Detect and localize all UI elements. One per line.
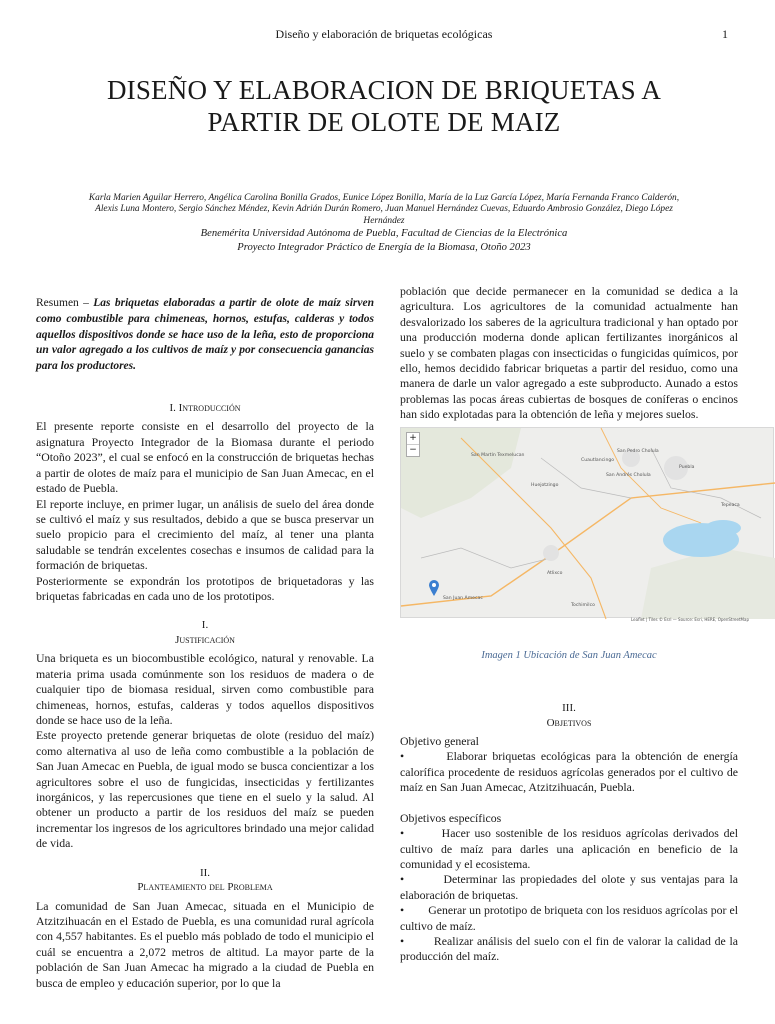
author-block bbox=[80, 193, 688, 254]
justification-paragraph-2: Este proyecto pretende generar briquetas de olote (residuo del maíz) como alternativa al uso de leña como combustible a la población de San Juan Amecac en Puebla, de igual modo se busca concientizar a los agricultores sobre el uso de fungicidas, insecticidas y fertilizantes inorgánicos, y las repercusiones que tiene en el suelo y la salud. Al obtener un producto a partir de los residuos del maíz se pueden incrementar los ingresos de los agricultores brindado una mejor calidad de vida. bbox=[36, 728, 374, 851]
map-label: San Martín Texmelucan bbox=[471, 452, 525, 458]
section-numeral: II. bbox=[199, 866, 211, 879]
map-label: Puebla bbox=[679, 464, 695, 470]
zoom-in-button[interactable]: + bbox=[407, 433, 419, 445]
section-heading-objectives bbox=[400, 701, 738, 730]
abstract-text: Las briquetas elaboradas a partir de olote de maíz sirven como combustible para chimeneas, hornos, estufas, calderas y todos aquellos dispositivos donde se hace uso de la leña, esto de proporciona un valor agregado a los cultivos de maíz y por consecuencia ganancias para los productores. bbox=[36, 297, 374, 373]
map-label: Tepeaca bbox=[721, 502, 740, 508]
map-zoom-control bbox=[406, 432, 420, 457]
road bbox=[421, 548, 551, 568]
section-title: Planteamiento del Problema bbox=[137, 881, 273, 894]
map-label: Tochimilco bbox=[571, 602, 595, 608]
lake bbox=[705, 520, 741, 536]
map-marker-icon[interactable] bbox=[429, 580, 439, 596]
general-objective-label: Objetivo general bbox=[400, 734, 479, 749]
location-map[interactable] bbox=[400, 427, 774, 622]
affiliation: Benemérita Universidad Autónoma de Puebla, Facultad de Ciencias de la Electrónica bbox=[200, 227, 568, 239]
section-title: Introducción bbox=[178, 401, 241, 414]
map-label: San Andrés Cholula bbox=[606, 472, 651, 478]
intro-paragraph-2: El reporte incluye, en primer lugar, un análisis de suelo del área donde se cultivó el maíz y sus resultados, debido a que se busca preservar un suelo propicio para el crecimiento del maíz, al tener una planta saludable se tendrán excelentes cosechas e insumos de calidad para la formación de briquetas. bbox=[36, 496, 374, 573]
section-title: Justificación bbox=[175, 633, 235, 646]
specific-objective-item: • Realizar análisis del suelo con el fin de valorar la calidad de la producción del maíz. bbox=[400, 933, 738, 964]
author-list: Karla Marien Aguilar Herrero, Angélica Carolina Bonilla Grados, Eunice López Bonilla, María de la Luz García López, María Fernanda Franco Calderón, Alexis Luna Montero, Sergio Sánchez Méndez, Kevin Adrián Durán Romero, Juan Manuel Hernández Cuevas, Eduardo Ambrosio González, Diego López Hernández bbox=[88, 193, 680, 226]
map-attribution[interactable]: Leaflet | Tiles © Esri — Source: Esri, HERE, OpenStreetMap bbox=[631, 616, 749, 622]
section-heading-intro bbox=[36, 401, 374, 416]
bullet-icon: • bbox=[400, 933, 405, 948]
specific-objectives-label: Objetivos específicos bbox=[400, 810, 502, 825]
intro-paragraph-3: Posteriormente se expondrán los prototipos de briquetadoras y las briquetas fabricadas en cada uno de los prototipos. bbox=[36, 573, 374, 603]
right-column bbox=[400, 284, 749, 965]
section-heading-problem bbox=[36, 866, 374, 895]
intro-paragraph-1: El presente reporte consiste en el desarrollo del proyecto de la asignatura Proyecto Integrador de la Biomasa durante el periodo “Otoño 2023”, el cual se enfocó en la construcción de briquetas hechas a partir de olotes de maíz para el municipio de San Juan Amecac, en el estado de Puebla. bbox=[36, 419, 374, 496]
paper-title: DISEÑO Y ELABORACION DE BRIQUETAS A PARTIR DE OLOTE DE MAIZ bbox=[106, 75, 662, 137]
map-label: Atlixco bbox=[547, 570, 563, 576]
general-objective-item: • Elaborar briquetas ecológicas para la obtención de energía calorífica procedente de residuos agrícolas generados por el cultivo de maíz en San Juan Amecac, Atzitzihuacán, Puebla. bbox=[400, 749, 739, 795]
specific-objective-item: • Generar un prototipo de briqueta con los residuos agrícolas por el cultivo de maíz. bbox=[400, 903, 738, 933]
bullet-icon: • bbox=[400, 903, 405, 918]
section-heading-justification bbox=[36, 618, 374, 647]
abstract-label: Resumen – bbox=[36, 297, 94, 309]
section-title: Objetivos bbox=[546, 716, 592, 729]
bullet-icon: • bbox=[400, 872, 405, 887]
figure-caption: Imagen 1 Ubicación de San Juan Amecac bbox=[481, 649, 657, 661]
map-label: Huejotzingo bbox=[531, 482, 559, 488]
problem-paragraph-continued: población que decide permanecer en la comunidad se dedica a la agricultura. Los agricultores de la comunidad actualmente han desvalorizado los saberes de la agricultura tradicional y han optado por una producción moderna donde aplican fertilizantes inorgánicos al suelo y se combaten plagas con insecticidas o fungicidas químicos, por ello, hemos decidido fabricar briquetas a partir del residuo, como una manera de darle un valor agregado a este subproducto. Aunado a estos problemas las pocas áreas cubiertas de bosques de coníferas o encinos han sido explotadas para la obtención de leña y mejores suelos. bbox=[400, 284, 738, 422]
map-label: San Pedro Cholula bbox=[617, 448, 659, 454]
page-number: 1 bbox=[722, 27, 728, 41]
running-title: Diseño y elaboración de briquetas ecológicas bbox=[275, 27, 493, 41]
map-label: San Juan Amecac bbox=[443, 595, 483, 601]
terrain-area bbox=[641, 548, 775, 619]
section-numeral: I. bbox=[201, 619, 209, 632]
section-numeral: III. bbox=[562, 702, 576, 715]
map-label: Cuautlancingo bbox=[581, 457, 615, 463]
left-column bbox=[36, 296, 374, 991]
project-line: Proyecto Integrador Práctico de Energía de la Biomasa, Otoño 2023 bbox=[237, 241, 531, 253]
section-numeral: I. bbox=[169, 401, 176, 414]
specific-objective-item: • Determinar las propiedades del olote y sus ventajas para la elaboración de briquetas. bbox=[400, 872, 738, 902]
justification-paragraph-1: Una briqueta es un biocombustible ecológico, natural y renovable. La materia prima usada comúnmente son los residuos de madera o de cualquier tipo de biomasa residual, sirven como combustible para chimeneas, hornos, estufas, calderas y todos aquellos dispositivos donde se hace uso de la leña. bbox=[36, 651, 374, 727]
specific-objective-item: • Hacer uso sostenible de los residuos agrícolas derivados del cultivo de maíz para darles una aplicación en beneficio de la comunidad y el ecosistema. bbox=[400, 826, 738, 871]
abstract bbox=[36, 296, 374, 375]
bullet-icon: • bbox=[400, 749, 405, 764]
road bbox=[651, 448, 761, 518]
zoom-out-button[interactable]: − bbox=[409, 444, 417, 455]
bullet-icon: • bbox=[400, 826, 405, 841]
urban-area bbox=[543, 545, 559, 561]
problem-paragraph-1: La comunidad de San Juan Amecac, situada en el Municipio de Atzitzihuacán en el Estado de Puebla, es una comunidad rural agrícola con 4,557 habitantes. Es el pueblo más poblado de todo el municipio el cuál se encuentra a 2,072 metros de altitud. La mayor parte de la población de San Juan Amecac ha migrado a la ciudad de Puebla en busca de empleo y educación superior, por lo que la bbox=[36, 898, 374, 990]
